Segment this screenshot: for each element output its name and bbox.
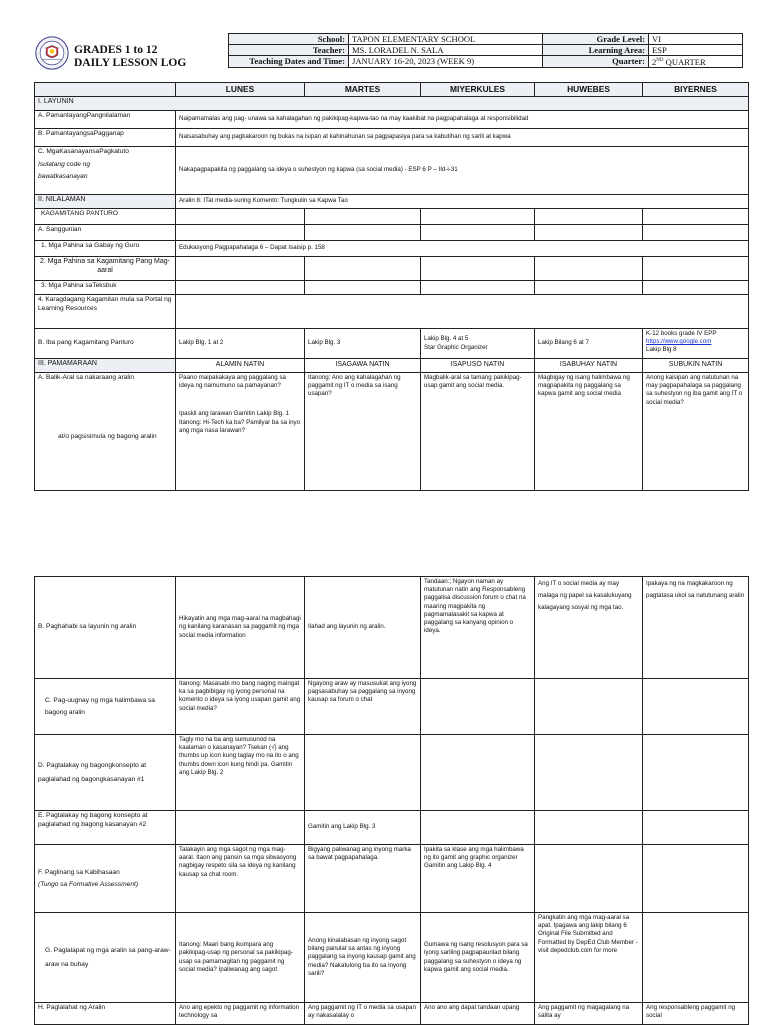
pag-uugnay-monday: Itanong: Masasabi mo bang naging maingat ka sa pagbibigay ng iyong personal na komento o ideya sa iyong usapan gamit ang social media? [176, 679, 305, 735]
paglinang-tuesday: Bigyang paliwanag ang inyong marka sa bawat pagpapahalaga. [305, 845, 421, 913]
corner-cell [35, 83, 176, 97]
section-pamamaraan: III. PAMAMARAAN [35, 359, 176, 373]
balik-aral-tuesday: Itanong: Ano ang kahalagahan ng paggamit ng IT o media sa isang usapan? [305, 373, 421, 491]
teaching-dates-label: Teaching Dates and Time: [229, 56, 349, 68]
day-header-tuesday: MARTES [305, 83, 421, 97]
paghahabi-friday: Ipakaya ng na magkakaroon ng pagtatasa ukol sa natutunang aralin [643, 577, 749, 679]
deped-seal-logo [35, 36, 69, 70]
paglalahat-wednesday: Ano ano ang dapat tandaan upang [421, 1003, 535, 1025]
label-balik-aral: A. Balik-Aral sa nakaraang aralin at/o pagsisimula ng bagong aralin [35, 373, 176, 491]
theme-wednesday: ISAPUSO NATIN [421, 359, 535, 373]
learning-area-label: Learning Area: [543, 45, 649, 56]
label-pamantayang-pangnilalaman: A. PamantayangPangnilalaman [35, 111, 176, 129]
label-pagtalakay-2: E. Pagtalakay ng bagong konsepto at paglalahad ng bagong kasanayan #2 [35, 811, 176, 845]
pag-uugnay-tuesday: Ngayong araw ay masusukat ang iyong pagsasabuhay sa paggalang sa inyong kausap sa forum o chat [305, 679, 421, 735]
iba-pang-thursday: Lakip Bilang 6 at 7 [535, 329, 643, 359]
label-teksbuk: 3. Mga Pahina saTeksbuk [35, 281, 176, 295]
paghahabi-monday: Hikayatin ang mga mag-aaral na magbahagi ng kanilang karanasan sa paggamit ng mga social media information [176, 577, 305, 679]
paglalapat-thursday: Pangkatin ang mga mag-aaral sa apat. Ipagawa ang lakip bilang 6 Original File Submitted and Formatted by DepEd Club Member - visit depedclub.com for more [535, 913, 643, 1003]
label-kagamitang-panturo: KAGAMITANG PANTURO [35, 209, 176, 225]
iba-pang-wednesday: Lakip Blg. 4 at 5 Star Graphic Organizer [421, 329, 535, 359]
day-header-friday: BIYERNES [643, 83, 749, 97]
day-header-thursday: HUWEBES [535, 83, 643, 97]
label-gabay-ng-guro: 1. Mga Pahina sa Gabay ng Guro [35, 241, 176, 257]
paghahabi-thursday: Ang IT o social media ay may malaga ng papel sa kasalukuyang kalagayang sosyal ng mga tao. [535, 577, 643, 679]
teacher-label: Teacher: [229, 45, 349, 56]
label-paghahabi: B. Paghahabi sa layunin ng aralin [35, 577, 176, 679]
balik-aral-wednesday: Magbalik-aral sa tamang pakikipag-usap gamit ang social media. [421, 373, 535, 491]
paghahabi-wednesday: Tandaan:; Ngayon naman ay matutunan natin ang Responsableng paggalisa discussion forum o chat na maaring magpakita ng pagmamalasakit sa kapwa at paggalang sa kanyang opinion o ideya. [421, 577, 535, 679]
balik-aral-thursday: Magbigay ng isang halimbawa ng magpapakita ng paggalang sa kapwa gamit ang social media [535, 373, 643, 491]
label-paglinang: F. Paglinang sa Kabihasaan (Tungo sa Formative Assessment) [35, 845, 176, 913]
section-nilalaman: II. NILALAMAN [35, 195, 176, 209]
paghahabi-tuesday: Ilahad ang layunin ng aralin. [305, 577, 421, 679]
day-header-wednesday: MIYERKULES [421, 83, 535, 97]
section-layunin: I. LAYUNIN [35, 97, 749, 111]
pamantayan-sa-pagganap-value: Naisasabuhay ang pagkakaroon ng bukas na isipan at kahinahunan sa pagpapasiya para sa kabutihan ng sarili at kapwa [176, 129, 749, 147]
header-info-table [228, 33, 743, 68]
kasanayan-value: Nakapagpapakita ng paggalang sa ideya o suhestyon ng kapwa (sa social media) - ESP 6 P – IId-i-31 [176, 147, 749, 195]
nilalaman-value: Aralin 8: ITat media-suring Komento: Tungkulin sa Kapwa Tao [176, 195, 749, 209]
paglalahat-monday: Ano ang epekto ng paggamit ng information technology sa [176, 1003, 305, 1025]
paglalahat-tuesday: Ang paggamit ng IT o media sa usapan ay nakasalalay o [305, 1003, 421, 1025]
document-title: GRADES 1 to 12 DAILY LESSON LOG [74, 44, 187, 69]
paglinang-monday: Talakayin ang mga sagot ng mga mag-aaral. Itaon ang pansin sa mga sitwasyong nagbigay respeto sila sa ideya ng kanilang kausap sa chat room. [176, 845, 305, 913]
grade-level-label: Grade Level: [543, 34, 649, 45]
pamantayang-pangnilalaman-value: Naipamamalas ang pag- unawa sa kahalagahan ng pakikipag-kapwa-tao na may kaakibat na pagpapahalaga at responsibilidad [176, 111, 749, 129]
balik-aral-monday: Paano maipakakaya ang paggalang sa ideya ng namumuno sa pamayanan? Ipaskil ang larawan Gamitin Lakip Blg. 1 Itanong: Hi-Tech ka ba? Pamilyar ba sa inyo ang mga nasa larawan? [176, 373, 305, 491]
lesson-log-table-part1 [34, 82, 749, 491]
google-link[interactable]: https://www.google.com [646, 338, 712, 346]
label-kasanayan: C. MgaKasanayansaPagkatuto Isulatang code ng bawatkasanayan [35, 147, 176, 195]
quarter-value: 2ND QUARTER [649, 56, 743, 68]
paglalapat-wednesday: Gumawa ng isang resolusyon para sa iyong sariling pagpapaunlad bilang paggalang sa suhestyon o ideya ng kapwa gamit ang social media. [421, 913, 535, 1003]
label-sanggunian: A. Sanggunian [35, 225, 176, 241]
theme-friday: SUBUKIN NATIN [643, 359, 749, 373]
learning-area-value: ESP [649, 45, 743, 56]
label-pagtalakay-1: D. Pagtalakay ng bagongkonsepto at paglalahad ng bagongkasanayan #1 [35, 735, 176, 811]
paglalahat-friday: Ang responsableng paggamit ng social [643, 1003, 749, 1025]
label-paglalapat: G. Paglalapat ng mga aralin sa pang-araw-araw na buhay [35, 913, 176, 1003]
paglalapat-tuesday: Anong kinalabasan ng inyong sagot bilang panulat sa antas ng inyong paggalang sa inyong kausap gamit ang media? Nakatulong ba ito sa inyong sarili? [305, 913, 421, 1003]
paglinang-wednesday: Ipakita sa klase ang mga halimbawa ng ito gamit ang graphic organizer Gamitin ang Lakip Blg. 4 [421, 845, 535, 913]
theme-tuesday: ISAGAWA NATIN [305, 359, 421, 373]
school-label: School: [229, 34, 349, 45]
teacher-value: MS. LORADEL N. SALA [349, 45, 543, 56]
quarter-label: Quarter: [543, 56, 649, 68]
iba-pang-friday: K-12 books grade IV EPP https://www.google.com Lakip Blg 8 [643, 329, 749, 359]
teaching-dates-value: JANUARY 16-20, 2023 (WEEK 9) [349, 56, 543, 68]
balik-aral-friday: Anong kaisipan ang natutunan na may pagpapahalaga sa paggalang sa suhestyon ng iba gamit ang IT o social media? [643, 373, 749, 491]
paglalapat-monday: Itanong: Maari bang ikumpara ang pakikipag-usap ng personal sa pakikipag-usap sa pamamagitan ng paggamit ng social media? Ipaliwanag ang sagot [176, 913, 305, 1003]
school-value: TAPON ELEMENTARY SCHOOL [349, 34, 543, 45]
label-paglalahat: H. Paglalahat ng Aralin [35, 1003, 176, 1025]
pagtalakay-2-tuesday: Gamitin ang Lakip Blg. 3 [305, 811, 421, 845]
label-karagdagang-kagamitan: 4. Karagdagang Kagamitan mula sa Portal ng Learning Resources [35, 295, 176, 329]
iba-pang-tuesday: Lakip Blg. 3 [305, 329, 421, 359]
pagtalakay-1-monday: Tagly mo na ba ang sumusunod na kaalaman o kasanayan? Tsekan (√) ang thumbs up icon kung taglay mo na ito o ang thumbs down icon kung hindi pa. Gamitin ang Lakip Blg. 2 [176, 735, 305, 811]
label-kagamitang-mag-aaral: 2. Mga Pahina sa Kagamitang Pang Mag-aaral [35, 257, 176, 281]
grade-level-value: VI [649, 34, 743, 45]
theme-monday: ALAMIN NATIN [176, 359, 305, 373]
day-header-monday: LUNES [176, 83, 305, 97]
label-iba-pang-kagamitan: B. Iba pang Kagamitang Panturo [35, 329, 176, 359]
paglalahat-thursday: Ang paggamit ng magagalang na salita ay [535, 1003, 643, 1025]
label-pag-uugnay: C. Pag-uugnay ng mga halimbawa sa bagong aralin [35, 679, 176, 735]
gabay-ng-guro-value: Edukasyong Pagpapahalaga 6 – Dapat Isaisip p. 158 [176, 241, 749, 257]
label-pamantayan-sa-pagganap: B. PamantayangsaPagganap [35, 129, 176, 147]
lesson-log-table-part2 [34, 576, 749, 1025]
iba-pang-monday: Lakip Blg. 1 at 2 [176, 329, 305, 359]
theme-thursday: ISABUHAY NATIN [535, 359, 643, 373]
